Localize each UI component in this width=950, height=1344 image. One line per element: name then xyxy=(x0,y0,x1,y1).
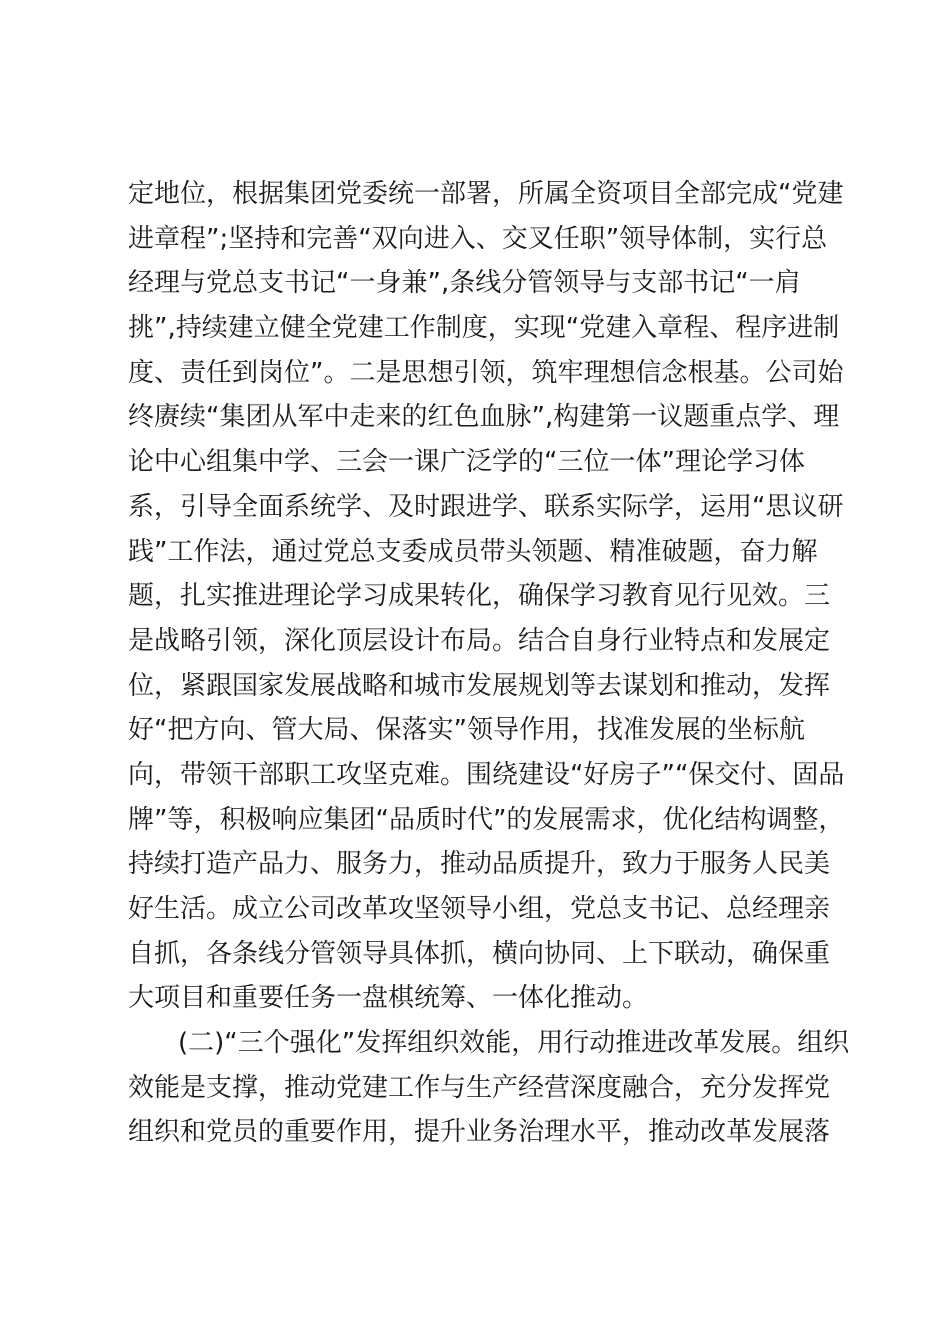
text-line: 进章程”;坚持和完善“双向进入、交叉任职”领导体制，实行总 xyxy=(128,223,828,254)
text-line: 大项目和重要任务一盘棋统筹、一体化推动。 xyxy=(128,983,649,1014)
text-line: 论中心组集中学、三会一课广泛学的“三位一体”理论学习体 xyxy=(128,447,805,478)
text-line: 效能是支撑，推动党建工作与生产经营深度融合，充分发挥党 xyxy=(128,1072,831,1103)
text-line: 挑”,持续建立健全党建工作制度，实现“党建入章程、程序进制 xyxy=(128,313,840,344)
text-line: 系，引导全面系统学、及时跟进学、联系实际学，运用“思议研 xyxy=(128,491,844,522)
text-line: 定地位，根据集团党委统一部署，所属全资项目全部完成“党建 xyxy=(128,179,844,209)
text-line: 向，带领干部职工攻坚克难。围绕建设“好房子”“保交付、固品 xyxy=(128,759,845,790)
text-line: 终赓续“集团从军中走来的红色血脉”,构建第一议题重点学、理 xyxy=(128,402,840,433)
text-line: 好生活。成立公司改革攻坚领导小组，党总支书记、总经理亲 xyxy=(128,894,831,924)
text-line: 牌”等，积极响应集团“品质时代”的发展需求，优化结构调整， xyxy=(128,804,845,835)
text-line: 持续打造产品力、服务力，推动品质提升，致力于服务人民美 xyxy=(128,849,831,880)
body-text xyxy=(128,172,848,1155)
text-line: 题，扎实推进理论学习成果转化，确保学习教育见行见效。三 xyxy=(128,581,831,612)
text-line: 组织和党员的重要作用，提升业务治理水平，推动改革发展落 xyxy=(128,1117,831,1148)
text-line: 度、责任到岗位”。二是思想引领，筑牢理想信念根基。公司始 xyxy=(128,357,844,388)
text-line: 是战略引领，深化顶层设计布局。结合自身行业特点和发展定 xyxy=(128,625,831,656)
text-line: 好“把方向、管大局、保落实”领导作用，找准发展的坐标航 xyxy=(128,715,805,746)
text-line: 践”工作法，通过党总支委成员带头领题、精准破题，奋力解 xyxy=(128,536,818,567)
text-line: 自抓，各条线分管领导具体抓，横向协同、上下联动，确保重 xyxy=(128,938,831,969)
text-line: 经理与党总支书记“一身兼”,条线分管领导与支部书记“一肩 xyxy=(128,268,801,299)
text-line: 位，紧跟国家发展战略和城市发展规划等去谋划和推动，发挥 xyxy=(128,670,831,701)
section-heading-line: (二)“三个强化”发挥组织效能，用行动推进改革发展。组织 xyxy=(178,1028,850,1059)
